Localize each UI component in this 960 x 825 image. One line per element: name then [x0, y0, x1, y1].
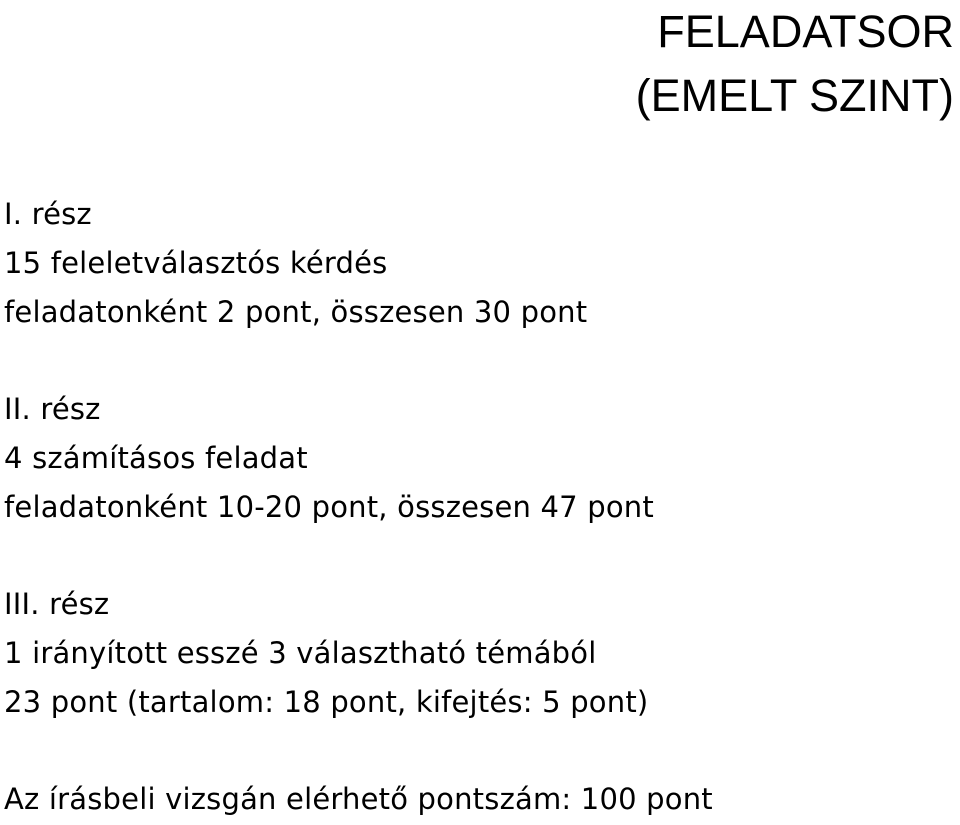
document-title: [636, 0, 954, 128]
section-part-2: [4, 385, 713, 532]
title-line-1: FELADATSOR: [657, 6, 954, 57]
exam-structure: [4, 190, 713, 824]
section-points: feladatonként 2 pont, összesen 30 pont: [4, 295, 588, 329]
section-task-count: 1 irányított esszé 3 választható témából: [4, 636, 597, 670]
section-heading: II. rész: [4, 392, 101, 426]
total-points-summary: Az írásbeli vizsgán elérhető pontszám: 100 pont: [4, 782, 713, 816]
section-heading: III. rész: [4, 587, 110, 621]
section-task-count: 15 feleletválasztós kérdés: [4, 246, 388, 280]
section-points: 23 pont (tartalom: 18 pont, kifejtés: 5 pont): [4, 685, 649, 719]
section-task-count: 4 számításos feladat: [4, 441, 308, 475]
section-part-3: [4, 580, 713, 727]
section-heading: I. rész: [4, 197, 92, 231]
section-part-1: [4, 190, 713, 337]
title-line-2: (EMELT SZINT): [635, 70, 954, 121]
section-points: feladatonként 10-20 pont, összesen 47 pont: [4, 490, 654, 524]
